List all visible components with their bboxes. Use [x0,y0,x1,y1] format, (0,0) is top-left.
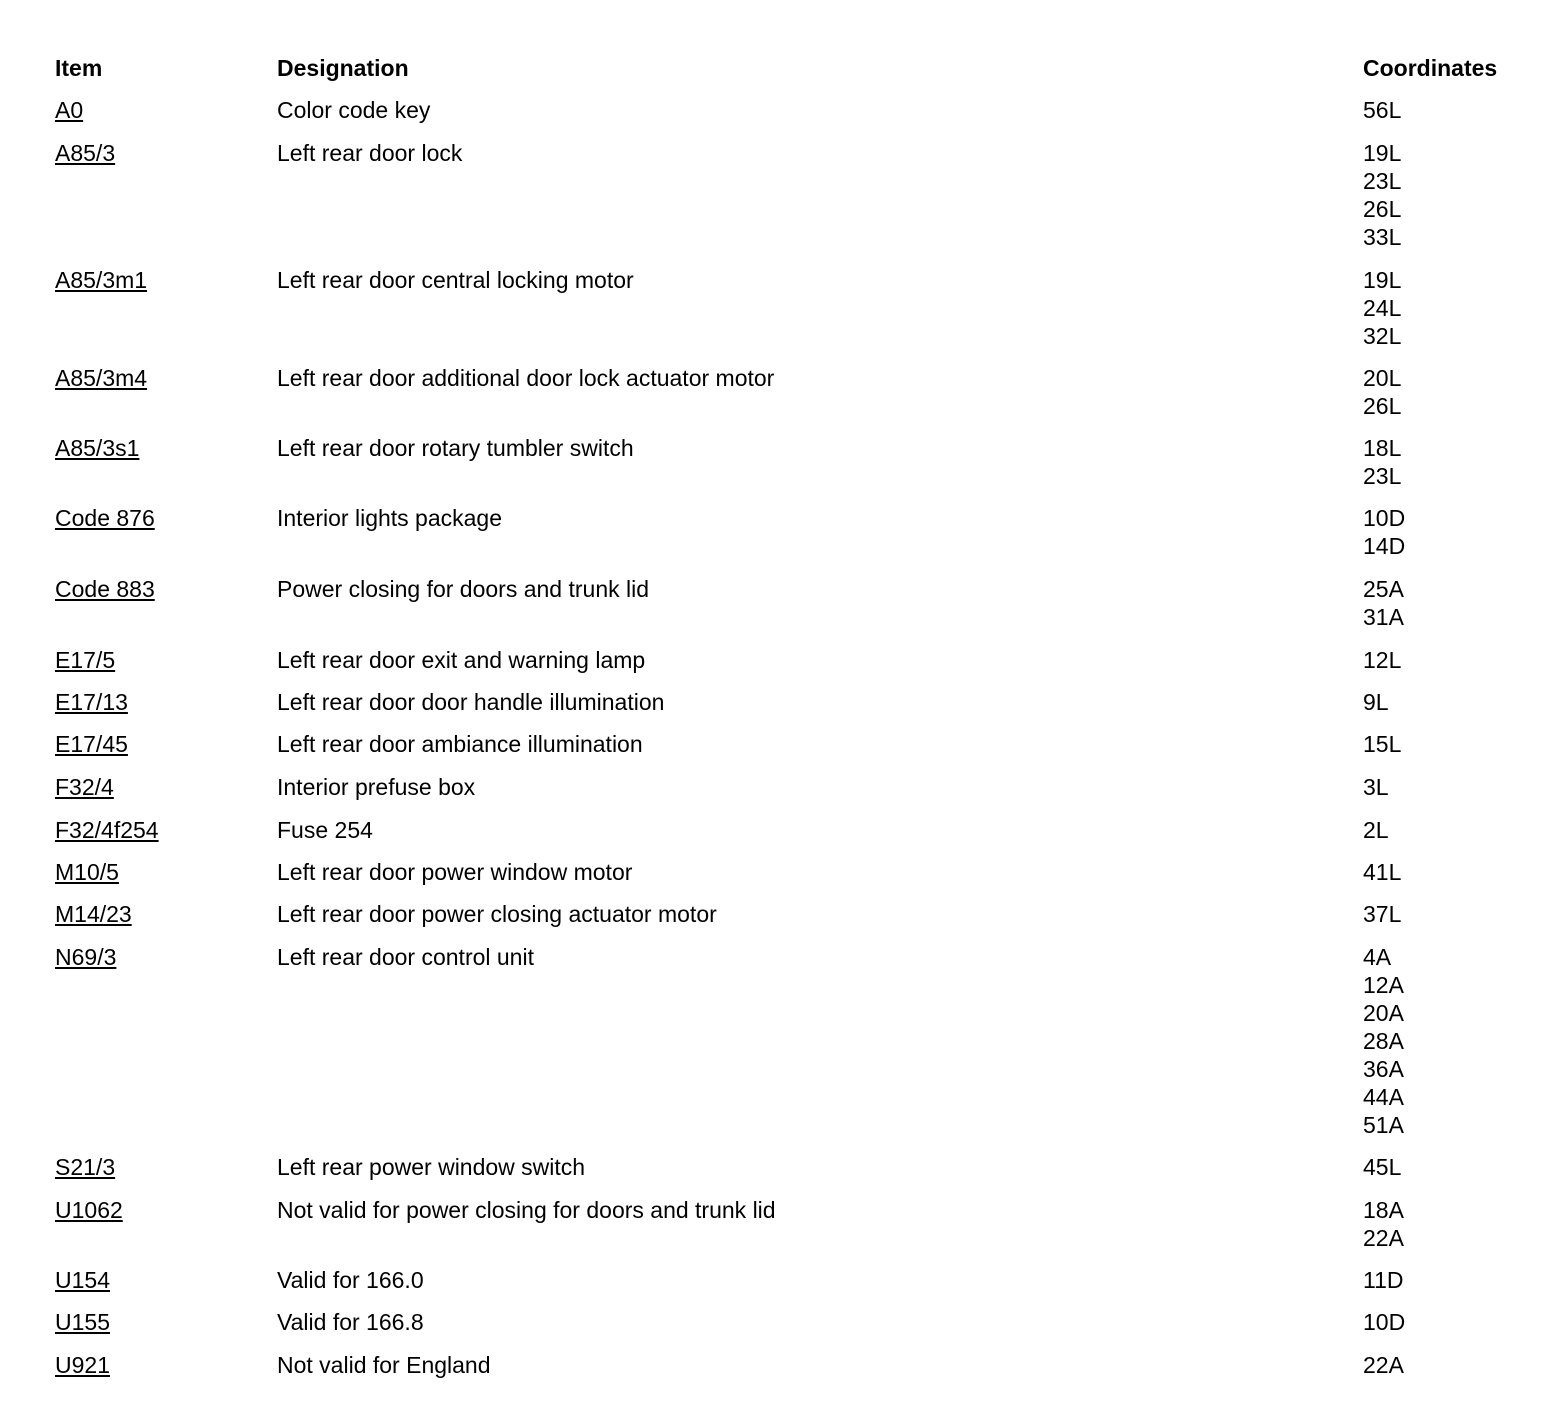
designation-text: Color code key [277,97,431,123]
coordinates-cell [1363,504,1405,560]
coordinates-cell [1363,1153,1401,1181]
designation-text: Left rear door door handle illumination [277,689,665,715]
coordinate-value: 56L [1363,97,1402,123]
coordinates-cell [1363,1196,1404,1252]
header-item: Item [55,55,103,81]
header-designation: Designation [277,55,409,81]
coordinate-value: 32L [1363,323,1402,349]
coordinate-value: 37L [1363,901,1402,927]
coordinate-value: 26L [1363,393,1402,419]
item-link[interactable]: F32/4 [55,774,114,800]
coordinate-value: 23L [1363,168,1402,194]
coordinate-value: 18L [1363,435,1402,461]
coordinate-value: 4A [1363,944,1392,970]
designation-text: Valid for 166.0 [277,1267,424,1293]
header-coordinates: Coordinates [1363,55,1498,81]
coordinate-value: 2L [1363,817,1389,843]
item-link[interactable]: Code 883 [55,576,155,602]
coordinate-value: 22A [1363,1225,1404,1251]
item-link[interactable]: E17/5 [55,647,116,673]
coordinates-cell [1363,434,1401,490]
coordinate-value: 19L [1363,140,1402,166]
coordinate-value: 19L [1363,267,1402,293]
designation-text: Interior lights package [277,505,503,531]
item-link[interactable]: A0 [55,97,84,123]
coordinate-value: 12A [1363,972,1404,998]
coordinate-value: 11D [1363,1267,1404,1293]
item-link[interactable]: A85/3m1 [55,267,148,293]
designation-text: Not valid for power closing for doors and trunk lid [277,1197,776,1223]
item-link[interactable]: F32/4f254 [55,817,159,843]
coordinates-cell [1363,816,1389,844]
coordinates-cell [1363,900,1401,928]
designation-text: Left rear door ambiance illumination [277,731,643,757]
coordinate-value: 15L [1363,731,1402,757]
coordinate-value: 20L [1363,365,1402,391]
designation-text: Power closing for doors and trunk lid [277,576,650,602]
designation-text: Left rear door control unit [277,944,534,970]
item-link[interactable]: S21/3 [55,1154,116,1180]
coordinates-cell [1363,688,1389,716]
coordinate-value: 28A [1363,1028,1404,1054]
coordinates-cell [1363,943,1404,1139]
coordinate-value: 23L [1363,463,1402,489]
coordinate-value: 36A [1363,1056,1404,1082]
designation-text: Left rear door central locking motor [277,267,634,293]
item-link[interactable]: A85/3 [55,140,116,166]
coordinate-value: 10D [1363,505,1406,531]
coordinate-value: 26L [1363,196,1402,222]
coordinates-cell [1363,96,1401,124]
coordinate-value: 14D [1363,533,1406,559]
coordinates-cell [1363,730,1401,758]
designation-text: Left rear door lock [277,140,463,166]
coordinate-value: 12L [1363,647,1402,673]
item-link[interactable]: U1062 [55,1197,123,1223]
coordinates-cell [1363,266,1401,350]
coordinate-value: 20A [1363,1000,1404,1026]
coordinate-value: 44A [1363,1084,1404,1110]
coordinates-cell [1363,575,1404,631]
designation-text: Valid for 166.8 [277,1309,424,1335]
item-link[interactable]: N69/3 [55,944,117,970]
coordinates-cell [1363,646,1401,674]
designation-text: Left rear door additional door lock actuator motor [277,365,775,391]
coordinate-value: 3L [1363,774,1389,800]
coordinate-value: 25A [1363,576,1404,602]
designation-text: Left rear door rotary tumbler switch [277,435,634,461]
coordinates-cell [1363,858,1401,886]
coordinate-value: 31A [1363,604,1404,630]
item-link[interactable]: U155 [55,1309,110,1335]
designation-text: Fuse 254 [277,817,373,843]
item-link[interactable]: A85/3s1 [55,435,140,461]
coordinate-value: 18A [1363,1197,1404,1223]
designation-text: Left rear door power closing actuator motor [277,901,717,927]
coordinate-value: 10D [1363,1309,1406,1335]
designation-text: Not valid for England [277,1352,491,1378]
designation-text: Left rear power window switch [277,1154,586,1180]
coordinates-cell [1363,1266,1404,1294]
coordinates-cell [1363,773,1389,801]
coordinate-value: 22A [1363,1352,1404,1378]
item-link[interactable]: U921 [55,1352,110,1378]
item-link[interactable]: Code 876 [55,505,155,531]
item-link[interactable]: M10/5 [55,859,119,885]
designation-text: Left rear door power window motor [277,859,633,885]
coordinate-value: 9L [1363,689,1389,715]
designation-text: Interior prefuse box [277,774,476,800]
coordinate-value: 41L [1363,859,1402,885]
coordinates-cell [1363,364,1401,420]
item-link[interactable]: E17/45 [55,731,128,757]
coordinate-value: 33L [1363,224,1402,250]
item-link[interactable]: U154 [55,1267,110,1293]
designation-text: Left rear door exit and warning lamp [277,647,646,673]
coordinates-cell [1363,139,1401,251]
item-link[interactable]: E17/13 [55,689,128,715]
item-link[interactable]: M14/23 [55,901,132,927]
item-link[interactable]: A85/3m4 [55,365,148,391]
coordinate-value: 24L [1363,295,1402,321]
coordinate-value: 51A [1363,1112,1404,1138]
coordinates-cell [1363,1351,1404,1379]
coordinate-value: 45L [1363,1154,1402,1180]
coordinates-cell [1363,1308,1405,1336]
